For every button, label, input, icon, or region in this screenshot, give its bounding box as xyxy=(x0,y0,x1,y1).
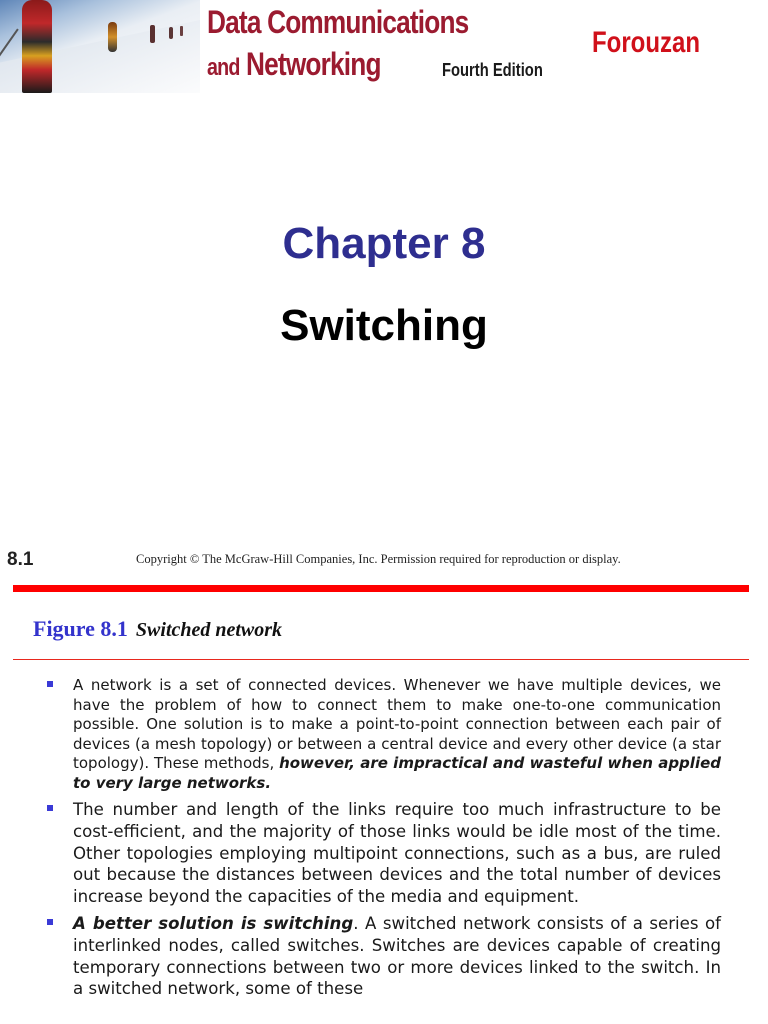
climbers-photo xyxy=(0,0,200,93)
square-bullet-icon xyxy=(47,805,53,811)
bullet-text: A network is a set of connected devices. Whenever we have multiple devices, we have the problem of how to connect them to make one-to-one communication possible. One solution is to make a point-to-point connection between each pair of devices (a mesh topology) or between a central device and every other device (a star topology). These methods, xyxy=(73,676,721,772)
bullet-text: The number and length of the links require too much infrastructure to be cost-efficient, and the majority of those links would be idle most of the time. Other topologies employing multipoint connections, such as a bus, are ruled out because the distances between devices and the total number of devices increase beyond the capacities of the media and equipment. xyxy=(73,800,721,907)
copyright-notice: Copyright © The McGraw-Hill Companies, Inc. Permission required for reproduction or display. xyxy=(136,552,621,566)
book-banner xyxy=(0,0,768,93)
bullet-list xyxy=(45,676,721,1000)
square-bullet-icon xyxy=(47,919,53,925)
book-title-line2 xyxy=(207,46,381,83)
caption-divider xyxy=(13,659,749,660)
bullet-text: . A switched network consists of a series of interlinked nodes, called switches. Switches are devices capable of creating temporary connections between two or more devices linked to the switch. In a switched network, some of these xyxy=(73,913,722,999)
bullet-item xyxy=(45,913,721,1000)
climber-figure xyxy=(169,27,173,39)
climber-figure xyxy=(150,25,155,43)
climber-figure xyxy=(180,26,183,36)
author-name: Forouzan xyxy=(592,26,700,59)
figure-caption xyxy=(33,616,282,642)
climber-figure xyxy=(108,22,117,52)
square-bullet-icon xyxy=(47,681,53,687)
figure-title: Switched network xyxy=(135,619,283,641)
bullet-item xyxy=(45,676,721,793)
book-title-line1: Data Communications xyxy=(207,4,469,40)
bullet-item xyxy=(45,799,721,908)
bullet-emphasis: A better solution is switching xyxy=(73,913,354,933)
chapter-heading: Chapter 8 xyxy=(282,219,486,268)
book-title-prefix: and xyxy=(207,54,240,81)
slide-number: 8.1 xyxy=(7,549,34,570)
bullet-emphasis: however, are impractical and wasteful when applied to very large networks. xyxy=(73,754,721,792)
page-divider xyxy=(13,585,749,592)
chapter-title: Switching xyxy=(280,301,488,350)
climber-figure xyxy=(22,0,52,93)
edition-label: Fourth Edition xyxy=(442,60,543,80)
book-title-main: Networking xyxy=(246,46,381,82)
figure-number: Figure 8.1 xyxy=(33,616,128,641)
